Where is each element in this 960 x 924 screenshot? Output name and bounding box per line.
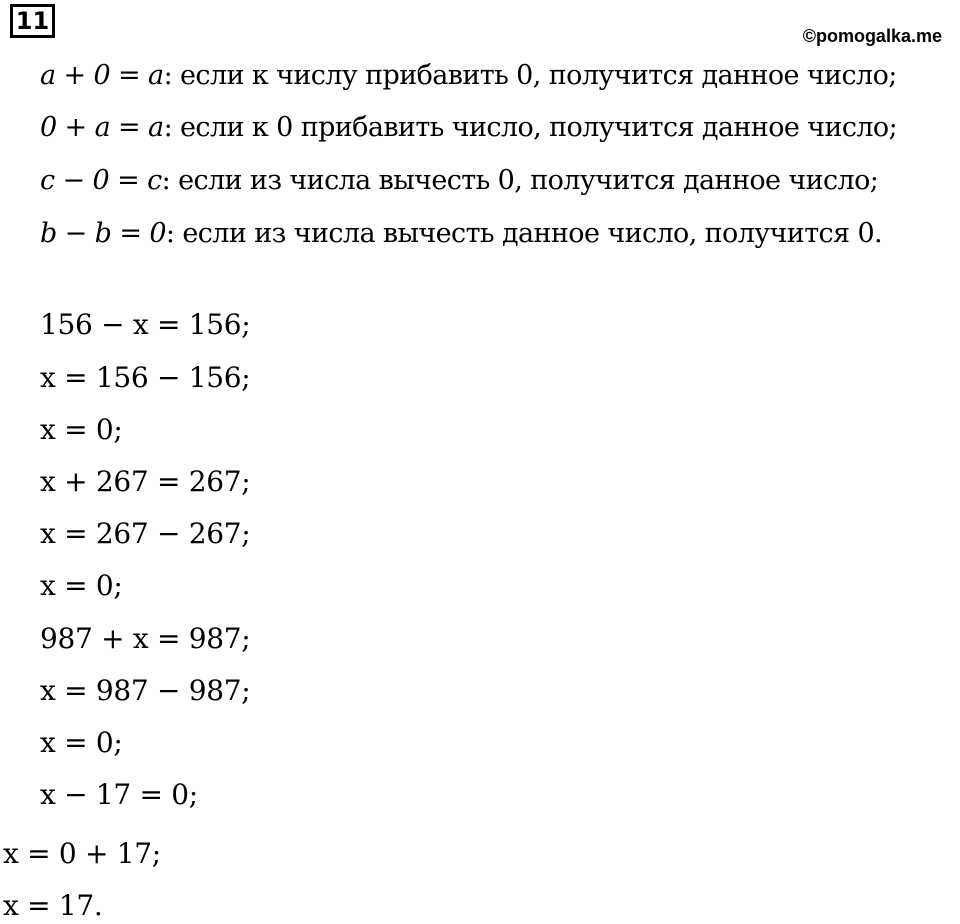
rule-formula: b − b = 0 [40,218,166,249]
equation-line: 987 + x = 987; [40,622,251,655]
equation-line: x = 0; [40,413,123,446]
rule-line [40,216,882,252]
equation-line: x = 267 − 267; [40,517,251,550]
rule-line [40,58,897,94]
equation-line: x = 987 − 987; [40,674,251,707]
rule-formula: 0 + a = a [40,112,164,143]
equation-line: x = 156 − 156; [40,361,251,394]
equation-line: 156 − x = 156; [40,308,251,341]
rule-formula: c − 0 = c [40,165,162,196]
equation-line: x = 0; [40,726,123,759]
rule-text: : если из числа вычесть 0, получится данное число; [161,165,879,196]
rule-text: : если из числа вычесть данное число, получится 0. [165,218,883,249]
rule-formula: a + 0 = a [40,60,164,91]
rule-text: : если к числу прибавить 0, получится данное число; [163,60,897,91]
equation-line: x = 0 + 17; [3,837,161,870]
rule-text: : если к 0 прибавить число, получится данное число; [163,112,898,143]
rule-line [40,110,897,146]
equation-line: x = 0; [40,569,123,602]
watermark: ©pomogalka.me [802,26,942,46]
equation-line: x − 17 = 0; [40,778,198,811]
equation-line: x = 17. [3,889,103,922]
task-number-badge: 11 [10,4,55,38]
equation-line: x + 267 = 267; [40,465,251,498]
rule-line [40,163,878,199]
